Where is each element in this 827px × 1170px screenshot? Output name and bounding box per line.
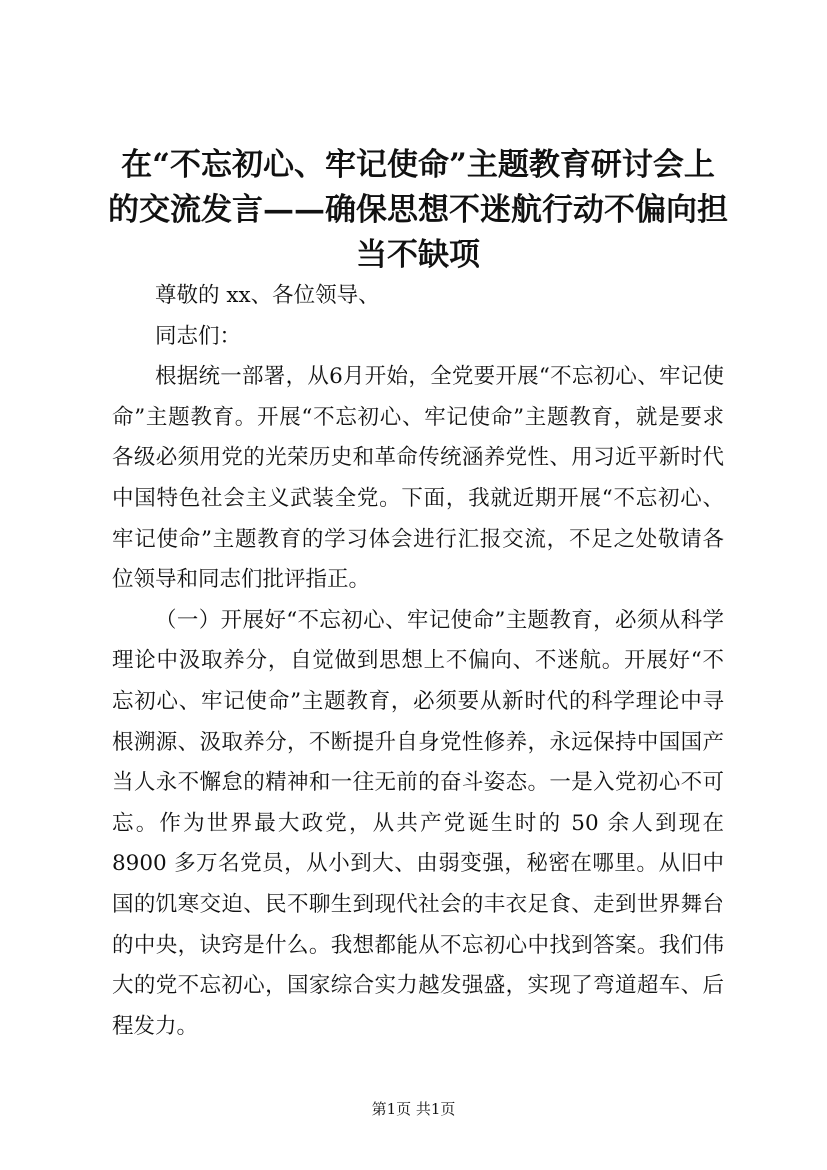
body-paragraph: 根据统一部署，从6月开始，全党要开展“不忘初心、牢记使命”主题教育。开展“不忘初心、牢记使命”主题教育，就是要求各级必须用党的光荣历史和革命传统涵养党性、用习近平新时代中国特色社会主义武装全党。下面，我就近期开展“不忘初心、牢记使命”主题教育的学习体会进行汇报交流，不足之处敬请各位领导和同志们批评指正。: [112, 364, 724, 593]
document-title: 在“不忘初心、牢记使命”主题教育研讨会上的交流发言——确保思想不迷航行动不偏向担当不缺项: [108, 147, 728, 273]
page-footer: 第1页 共1页: [371, 1100, 456, 1118]
document-body: [112, 276, 724, 1047]
body-paragraph: （一）开展好“不忘初心、牢记使命”主题教育，必须从科学理论中汲取养分，自觉做到思想上不偏向、不迷航。开展好“不忘初心、牢记使命”主题教育，必须要从新时代的科学理论中寻根溯源、汲取养分，不断提升自身党性修养，永远保持中国国产当人永不懈怠的精神和一往无前的奋斗姿态。一是入党初心不可忘。作为世界最大政党，从共产党诞生时的 50 余人到现在 8900 多万名党员，从小到大、由弱变强，秘密在哪里。从旧中国的饥寒交迫、民不聊生到现代社会的丰衣足食、走到世界舞台的中央，诀窍是什么。我想都能从不忘初心中找到答案。我们伟大的党不忘初心，国家综合实力越发强盛，实现了弯道超车、后程发力。: [112, 607, 724, 1039]
salutation-line: 尊敬的 xx、各位领导、: [155, 283, 380, 308]
salutation-line: 同志们：: [155, 323, 242, 349]
